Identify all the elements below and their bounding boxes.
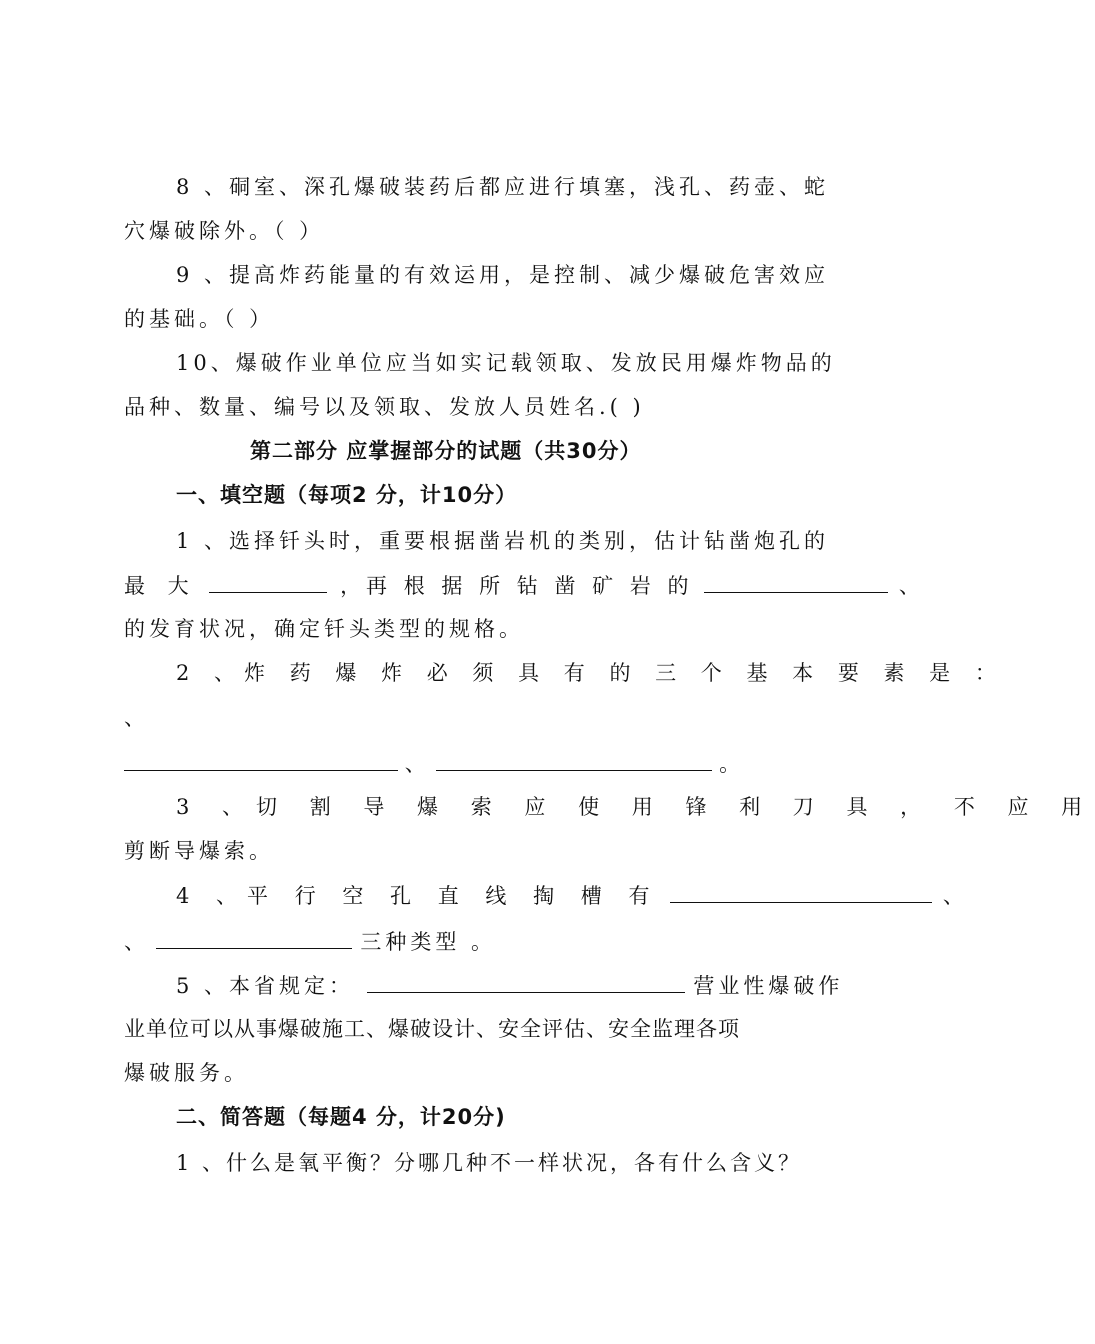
fill-q1-blank-2[interactable] [704,570,888,593]
judge-item-8-line2: 穴爆破除外。（ ） [124,219,325,243]
fill-q1-text-a: 最 大 [124,574,197,598]
fill-q3-line2: 剪断导爆索。 [124,839,274,863]
part2-title: 第二部分 应掌握部分的试题（共30分） [250,439,642,463]
fill-q2-line1: 2 、炸 药 爆 炸 必 须 具 有 的 三 个 基 本 要 素 是 ： [176,661,1005,685]
fill-q5-text-b: 营业性爆破作 [693,974,844,998]
fill-q4-line2 [124,926,824,956]
fill-q5-blank[interactable] [367,970,685,993]
judge-item-10-line2: 品种、数量、编号以及领取、发放人员姓名.( ) [124,395,645,419]
fill-q4-text-a: 4 、平 行 空 孔 直 线 掏 槽 有 [176,884,660,908]
judge-item-9-line2: 的基础。（ ） [124,307,275,331]
fill-q1-line3: 的发育状况，确定钎头类型的规格。 [124,617,524,641]
short-answer-q1: 1 、什么是氧平衡？分哪几种不一样状况，各有什么含义？ [176,1151,803,1175]
fill-q4-text-c: 、 [124,930,145,954]
fill-q2-blank-1[interactable] [124,748,398,771]
fill-q4-blank-1[interactable] [670,880,932,903]
fill-q4-line1 [176,880,964,910]
fill-q4-text-b: 、 [942,884,964,908]
fill-q5-line1 [176,970,844,1000]
fill-q4-text-d: 三种类型 。 [360,930,497,954]
fill-q5-line3: 爆破服务。 [124,1061,249,1085]
fill-q1-text-b: ，再 根 据 所 钻 凿 矿 岩 的 [340,574,694,598]
section1-title: 一、填空题（每项2 分，计10分） [176,483,518,507]
fill-q2-end: 。 [719,752,741,776]
judge-item-8-line1: 8 、硐室、深孔爆破装药后都应进行填塞，浅孔、药壶、蛇 [176,175,830,199]
fill-q2-sep: 、 [404,752,426,776]
fill-q1-text-c: 、 [898,574,920,598]
judge-item-9-line1: 9 、提高炸药能量的有效运用，是控制、减少爆破危害效应 [176,263,830,287]
fill-q1-blank-1[interactable] [209,570,327,593]
fill-q5-line2: 业单位可以从事爆破施工、爆破设计、安全评估、安全监理各项 [124,1017,740,1041]
fill-q2-line2: 、 [124,706,149,730]
fill-q2-blank-2[interactable] [436,748,712,771]
fill-q4-blank-2[interactable] [156,926,352,949]
fill-q2-line3 [124,748,824,778]
fill-q1-line2 [124,570,920,600]
fill-q1-line1: 1 、选择钎头时，重要根据凿岩机的类别，估计钻凿炮孔的 [176,529,830,553]
fill-q3-line1: 3 、切 割 导 爆 索 应 使 用 锋 利 刀 具 ， 不 应 用 [176,795,1095,819]
fill-q5-text-a: 5 、本省规定： [176,974,355,998]
section2-title: 二、简答题（每题4 分，计20分) [176,1105,506,1129]
judge-item-10-line1: 10、爆破作业单位应当如实记载领取、发放民用爆炸物品的 [176,351,836,375]
